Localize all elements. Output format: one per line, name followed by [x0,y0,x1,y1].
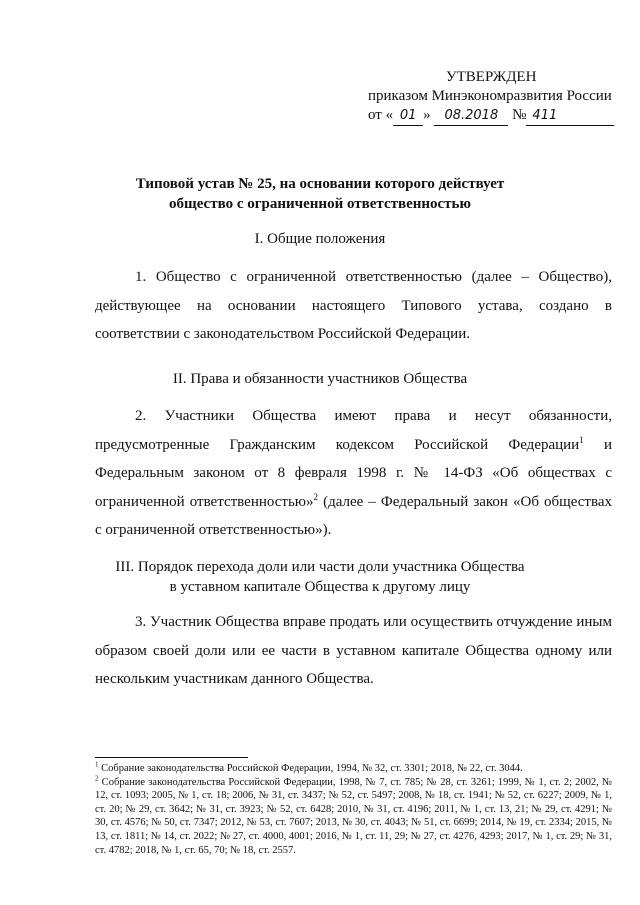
footnote-ref-1: 1 [579,434,584,445]
title-line-2: общество с ограниченной ответственностью [169,196,471,212]
document-title [0,174,640,214]
section-1-heading: I. Общие положения [254,231,386,247]
section-2-text-part-2: и Федеральным законом от 8 февраля 1998 г. № 14-ФЗ «Об обществах с ограниченной ответственностью» [95,436,612,510]
footnote-text: Собрание законодательства Российской Федерации, 1998, № 7, ст. 785; № 28, ст. 3261; 1999, № 1, ст. 2; 2002, № 12, ст. 1093; 2005, № 1, ст. 18; 2006, № 31, ст. 3437; № 52, ст. 5497; 2008, № 18, ст. 1941; № 52, ст. 6227; 2009, № 1, ст. 20; № 29, ст. 3642; № 31, ст. 3923; № 52, ст. 6428; 2010, № 31, ст. 4196; 2011, № 1, ст. 13, 21; № 29, ст. 4291; № 30, ст. 4576; № 50, ст. 7347; 2012, № 53, ст. 7607; 2013, № 30, ст. 4043; № 51, ст. 6699; 2014, № 19, ст. 2334; 2015, № 13, ст. 1811; № 14, ст. 2022; № 27, ст. 4000, 4001; 2016, № 1, ст. 11, 29; № 27, ст. 4276, 4293; 2017, № 1, ст. 29; № 31, ст. 4782; 2018, № 1, ст. 65, 70; № 18, ст. 2557. [95,776,612,856]
section-2-text-part-3: (далее – Федеральный закон «Об обществах с ограниченной ответственностью»). [95,493,612,538]
section-3-heading [0,557,640,597]
footnotes [95,762,612,857]
approval-date-line [368,106,618,126]
handwritten-month-year: 08.2018 [434,106,508,126]
footnote-mark: 1 [95,760,99,769]
section-3-heading-line-2: в уставном капитале Общества к другому лицу [169,579,471,595]
approval-order-line: приказом Минэкономразвития России [368,88,612,104]
number-label: № [512,107,527,123]
handwritten-day: 01 [393,106,423,126]
date-mid: » [423,107,431,123]
section-1-paragraph: 1. Общество с ограниченной ответственностью (далее – Общество), действующее на основании настоящего Типового устава, создано в соответствии с законодательством Российской Федерации. [95,269,612,342]
section-2-heading: II. Права и обязанности участников Общества [172,371,468,387]
footnote-ref-2: 2 [313,491,319,502]
handwritten-order-number: 411 [526,106,614,126]
approval-status: УТВЕРЖДЕН [446,69,537,85]
section-2-text-part-1: 2. Участники Общества имеют права и несут обязанности, предусмотренные Гражданским кодексом Российской Федерации [95,408,612,453]
approval-stamp [368,68,618,126]
section-3-paragraph: 3. Участник Общества вправе продать или осуществить отчуждение иным образом своей доли или ее части в уставном капитале Общества одному или нескольким участникам данного Общества. [95,614,612,687]
section-3-heading-line-1: III. Порядок перехода доли или части доли участника Общества [115,559,525,575]
footnote [95,776,612,858]
section-2-paragraph [95,402,612,545]
title-line-1: Типовой устав № 25, на основании которого действует [135,176,505,192]
footnote-divider [95,757,248,758]
footnote-text: Собрание законодательства Российской Федерации, 1994, № 32, ст. 3301; 2018, № 22, ст. 3044. [98,763,523,774]
date-prefix: от « [368,107,394,123]
footnote [95,762,612,776]
footnote-mark: 2 [95,774,99,783]
